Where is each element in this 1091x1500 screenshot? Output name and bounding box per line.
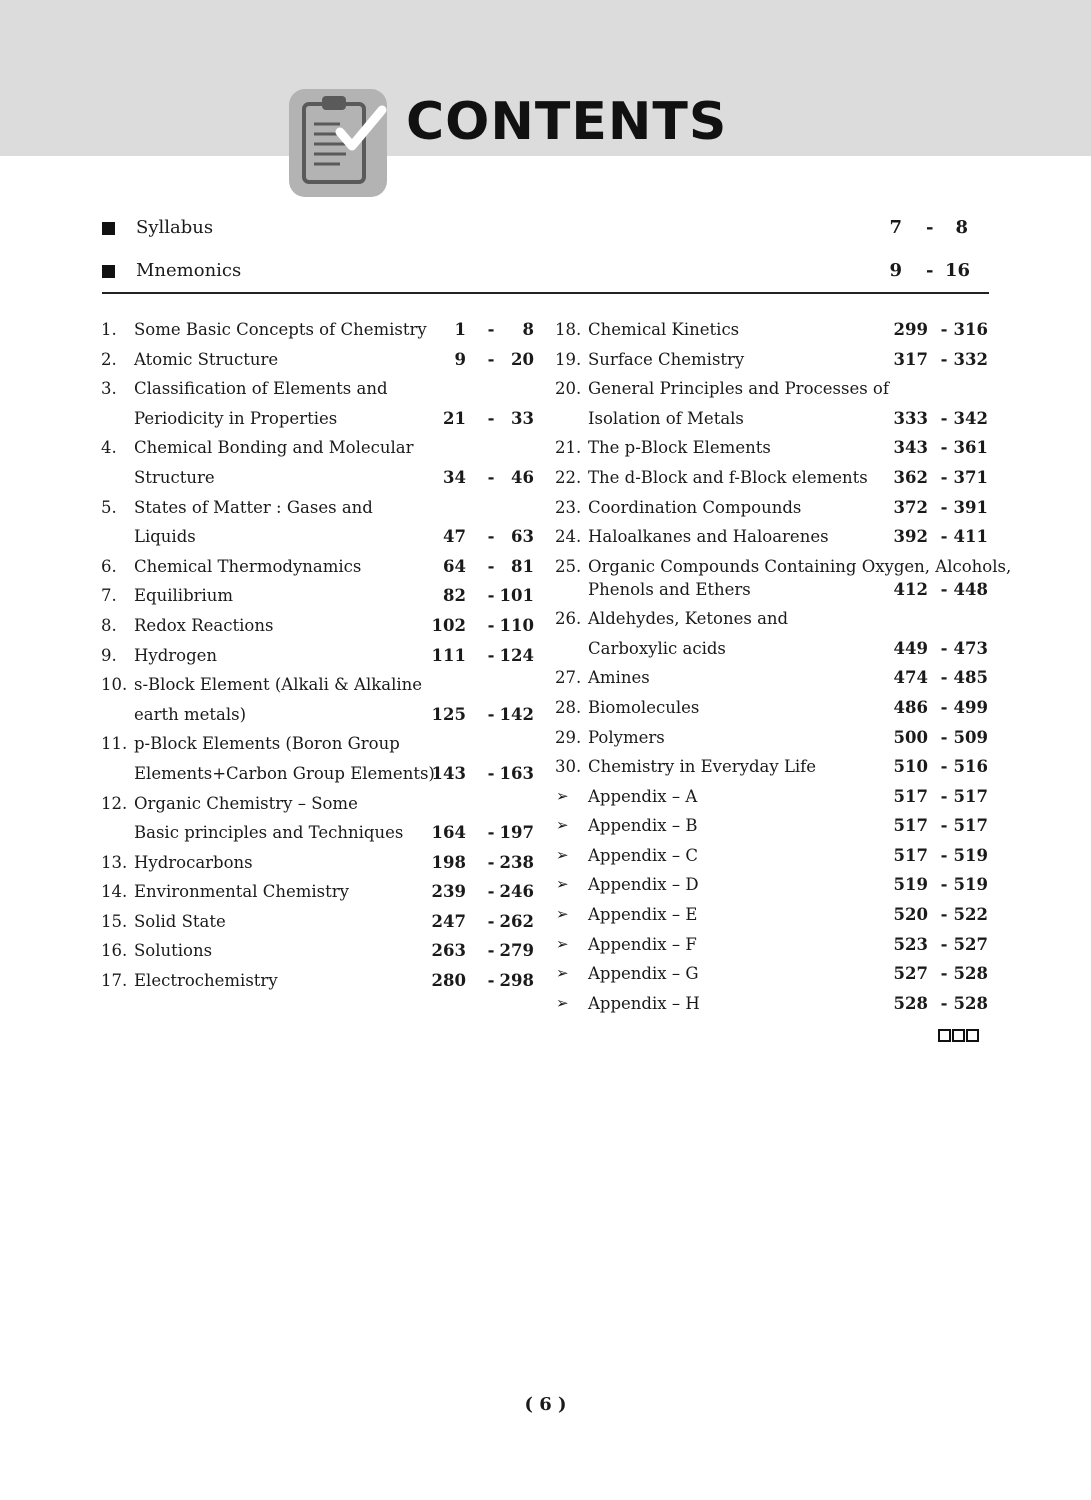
page-range-dash: - [940, 320, 948, 339]
page-start: 517 [893, 845, 928, 865]
toc-entry[interactable] [555, 875, 991, 905]
page-end: 519 [953, 845, 988, 865]
entry-number: 4. [101, 438, 117, 458]
entry-title: Haloalkanes and Haloarenes [588, 527, 829, 547]
entry-number: 22. [555, 467, 582, 487]
page-range-dash: - [940, 816, 948, 836]
arrow-bullet-icon: ➢ [556, 993, 569, 1012]
arrow-bullet-icon: ➢ [556, 905, 569, 924]
page-end: 473 [953, 638, 988, 658]
toc-entry[interactable] [101, 320, 537, 350]
page-range-dash: - [487, 527, 495, 547]
toc-entry[interactable] [101, 379, 537, 438]
square-bullet-icon [102, 222, 115, 235]
toc-entry[interactable] [101, 586, 537, 616]
page-start: 9 [454, 349, 466, 369]
entry-number: 25. [555, 556, 582, 576]
toc-entry[interactable] [101, 350, 537, 380]
page-range-dash: - [940, 579, 948, 599]
page-start: 517 [893, 786, 928, 806]
page-title: CONTENTS [406, 92, 728, 152]
page-range-dash: - [926, 260, 934, 281]
page-range-dash: - [487, 320, 495, 339]
entry-title: Solid State [134, 911, 226, 931]
page-range-dash: - [487, 645, 495, 665]
page-end: 411 [953, 527, 988, 547]
entry-title: Polymers [588, 727, 665, 747]
page-range-dash: - [487, 823, 495, 843]
entry-title: Appendix – H [588, 993, 700, 1013]
page-end: 517 [953, 816, 988, 836]
divider [102, 292, 989, 294]
page-end: 101 [499, 586, 534, 606]
page-end: 485 [953, 668, 988, 688]
page-end: 391 [953, 497, 988, 517]
page-start: 21 [443, 408, 466, 428]
entry-title: Coordination Compounds [588, 497, 802, 517]
entry-title: Appendix – C [588, 845, 698, 865]
entry-title: Appendix – B [588, 816, 698, 836]
page-start: 317 [893, 349, 928, 369]
page-range-dash: - [940, 757, 948, 777]
toc-entry[interactable] [555, 609, 991, 668]
entry-title: Structure [134, 467, 215, 487]
page-start: 164 [431, 823, 466, 843]
entry-number: 8. [101, 615, 117, 635]
page-range-dash: - [487, 882, 495, 902]
page-start: 474 [893, 668, 928, 688]
entry-title: Liquids [134, 527, 196, 547]
page-range-dash: - [940, 786, 948, 806]
entry-title: Chemical Bonding and Molecular [134, 438, 414, 458]
arrow-bullet-icon: ➢ [556, 875, 569, 894]
entry-title: Biomolecules [588, 697, 700, 717]
page-start: 247 [431, 911, 466, 931]
page-end: 332 [953, 349, 988, 369]
entry-title: The p-Block Elements [588, 438, 771, 458]
arrow-bullet-icon: ➢ [556, 816, 569, 835]
entry-title: The d-Block and f-Block elements [588, 467, 868, 487]
page-end: 16 [945, 260, 971, 281]
toc-entry[interactable] [101, 646, 537, 676]
page-end: 8 [522, 320, 534, 339]
entry-title: earth metals) [134, 704, 247, 724]
entry-title: Elements+Carbon Group Elements) [134, 763, 435, 783]
toc-entry[interactable] [555, 379, 991, 438]
page-range-dash: - [940, 438, 948, 458]
page-end: 528 [953, 993, 988, 1013]
page-end: 142 [499, 704, 534, 724]
arrow-bullet-icon: ➢ [556, 934, 569, 953]
toc-entry[interactable] [555, 350, 991, 380]
arrow-bullet-icon: ➢ [556, 845, 569, 864]
front-matter-item[interactable] [100, 214, 990, 244]
entry-number: 3. [101, 379, 117, 399]
arrow-bullet-icon: ➢ [556, 786, 569, 805]
page-range-dash: - [487, 408, 495, 428]
page-start: 517 [893, 816, 928, 836]
entry-number: 10. [101, 675, 128, 695]
page-start: 299 [893, 320, 928, 339]
page-range-dash: - [487, 704, 495, 724]
contents-left-column [101, 320, 537, 1001]
entry-number: 23. [555, 497, 582, 517]
page-range-dash: - [940, 697, 948, 717]
page-start: 1 [454, 320, 466, 339]
page-range-dash: - [487, 971, 495, 991]
entry-number: 14. [101, 882, 128, 902]
page-range-dash: - [940, 964, 948, 984]
entry-number: 19. [555, 349, 582, 369]
end-mark-icon [938, 1027, 980, 1046]
page-start: 82 [443, 586, 466, 606]
entry-number: 5. [101, 497, 117, 517]
page-end: 527 [953, 934, 988, 954]
page-range-dash: - [926, 217, 934, 238]
entry-number: 11. [101, 734, 128, 754]
page-start: 528 [893, 993, 928, 1013]
entry-title: Amines [588, 668, 650, 688]
entry-title: Phenols and Ethers [588, 579, 751, 599]
entry-title: Chemistry in Everyday Life [588, 757, 817, 777]
front-matter-item[interactable] [100, 257, 990, 287]
page-start: 64 [443, 556, 466, 576]
page-end: 279 [499, 941, 534, 961]
page-start: 198 [431, 852, 466, 872]
entry-title: Chemical Thermodynamics [134, 556, 362, 576]
page-range-dash: - [487, 763, 495, 783]
page-end: 522 [953, 905, 988, 925]
page-start: 523 [893, 934, 928, 954]
toc-entry[interactable] [555, 698, 991, 728]
page-start: 263 [431, 941, 466, 961]
entry-title: Hydrocarbons [134, 852, 253, 872]
page-range-dash: - [940, 527, 948, 547]
page-end: 316 [953, 320, 988, 339]
page-start: 392 [893, 527, 928, 547]
page-end: 509 [953, 727, 988, 747]
page-end: 246 [499, 882, 534, 902]
page-number: ( 6 ) [524, 1394, 567, 1415]
entry-number: 2. [101, 349, 117, 369]
page-range-dash: - [940, 668, 948, 688]
entry-title: Electrochemistry [134, 971, 278, 991]
page-range-dash: - [487, 941, 495, 961]
entry-title: Isolation of Metals [588, 408, 744, 428]
page-range-dash: - [940, 993, 948, 1013]
page-start: 449 [893, 638, 928, 658]
page-start: 519 [893, 875, 928, 895]
page-start: 34 [443, 467, 466, 487]
entry-title: Organic Compounds Containing Oxygen, Alcohols, [588, 556, 1012, 576]
page-end: 8 [955, 217, 968, 238]
toc-entry[interactable] [101, 941, 537, 971]
page-range-dash: - [940, 727, 948, 747]
page-start: 111 [431, 645, 466, 665]
entry-title: Some Basic Concepts of Chemistry [134, 320, 427, 339]
entry-number: 12. [101, 793, 128, 813]
page-range-dash: - [487, 586, 495, 606]
page-range-dash: - [487, 615, 495, 635]
toc-entry[interactable] [555, 438, 991, 468]
page-range-dash: - [940, 845, 948, 865]
toc-entry[interactable] [555, 468, 991, 498]
entry-number: 9. [101, 645, 117, 665]
contents-right-column [555, 320, 1012, 1023]
entry-title: Redox Reactions [134, 615, 274, 635]
page-start: 343 [893, 438, 928, 458]
page-start: 7 [889, 217, 902, 238]
entry-title: p-Block Elements (Boron Group [134, 734, 400, 754]
entry-title: Hydrogen [134, 645, 218, 665]
toc-entry[interactable] [555, 846, 991, 876]
page-range-dash: - [940, 467, 948, 487]
page-range-dash: - [940, 408, 948, 428]
entry-number: 13. [101, 852, 128, 872]
entry-number: 29. [555, 727, 582, 747]
toc-entry[interactable] [555, 994, 991, 1024]
entry-title: Organic Chemistry – Some [134, 793, 358, 813]
entry-title: Environmental Chemistry [134, 882, 349, 902]
entry-number: 6. [101, 556, 117, 576]
toc-entry[interactable] [555, 320, 991, 350]
toc-entry[interactable] [555, 787, 991, 817]
page-end: 46 [511, 467, 534, 487]
page-range-dash: - [487, 556, 495, 576]
page-start: 280 [431, 971, 466, 991]
page-start: 510 [893, 757, 928, 777]
page-end: 33 [511, 408, 534, 428]
page-start: 9 [889, 260, 902, 281]
page-end: 81 [511, 556, 534, 576]
page-end: 516 [953, 757, 988, 777]
arrow-bullet-icon: ➢ [556, 964, 569, 983]
entry-title: Appendix – G [588, 964, 699, 984]
toc-entry[interactable] [101, 734, 537, 793]
page-start: 486 [893, 697, 928, 717]
page-end: 342 [953, 408, 988, 428]
entry-title: s-Block Element (Alkali & Alkaline [134, 675, 423, 695]
entry-title: Chemical Kinetics [588, 320, 740, 339]
entry-number: 28. [555, 697, 582, 717]
page-end: 124 [499, 645, 534, 665]
entry-title: Classification of Elements and [134, 379, 388, 399]
toc-entry[interactable] [555, 816, 991, 846]
entry-number: 16. [101, 941, 128, 961]
toc-entry[interactable] [101, 616, 537, 646]
entry-number: 17. [101, 971, 128, 991]
page-range-dash: - [940, 875, 948, 895]
page-range-dash: - [940, 349, 948, 369]
entry-number: 18. [555, 320, 582, 339]
page-end: 517 [953, 786, 988, 806]
toc-entry[interactable] [101, 794, 537, 853]
entry-number: 15. [101, 911, 128, 931]
page-end: 163 [499, 763, 534, 783]
page-end: 371 [953, 467, 988, 487]
toc-entry[interactable] [101, 853, 537, 883]
page-range-dash: - [487, 349, 495, 369]
page-range-dash: - [487, 467, 495, 487]
page-start: 372 [893, 497, 928, 517]
page-end: 110 [499, 615, 534, 635]
page-start: 500 [893, 727, 928, 747]
entry-title: Basic principles and Techniques [134, 823, 404, 843]
page-start: 239 [431, 882, 466, 902]
toc-entry[interactable] [555, 728, 991, 758]
entry-number: 7. [101, 586, 117, 606]
entry-title: Solutions [134, 941, 213, 961]
entry-title: Equilibrium [134, 586, 234, 606]
front-matter-label: Mnemonics [136, 260, 242, 281]
toc-entry[interactable] [555, 498, 991, 528]
front-matter-label: Syllabus [136, 217, 214, 238]
entry-title: Periodicity in Properties [134, 408, 338, 428]
entry-title: States of Matter : Gases and [134, 497, 373, 517]
page-start: 47 [443, 527, 466, 547]
page-start: 125 [431, 704, 466, 724]
toc-entry[interactable] [555, 757, 991, 787]
page-range-dash: - [487, 852, 495, 872]
page-range-dash: - [940, 934, 948, 954]
page-end: 519 [953, 875, 988, 895]
page-end: 197 [499, 823, 534, 843]
entry-title: Atomic Structure [134, 349, 279, 369]
entry-title: Appendix – A [588, 786, 698, 806]
toc-entry[interactable] [555, 964, 991, 994]
entry-title: General Principles and Processes of [588, 379, 889, 399]
page-end: 238 [499, 852, 534, 872]
entry-title: Appendix – E [588, 905, 698, 925]
page-range-dash: - [940, 638, 948, 658]
entry-title: Surface Chemistry [588, 349, 745, 369]
entry-number: 20. [555, 379, 582, 399]
page-end: 499 [953, 697, 988, 717]
entry-number: 21. [555, 438, 582, 458]
entry-title: Carboxylic acids [588, 638, 726, 658]
page-end: 361 [953, 438, 988, 458]
toc-entry[interactable] [555, 905, 991, 935]
page-range-dash: - [487, 911, 495, 931]
page-range-dash: - [940, 497, 948, 517]
toc-entry[interactable] [101, 438, 537, 497]
entry-title: Aldehydes, Ketones and [588, 609, 789, 629]
entry-number: 24. [555, 527, 582, 547]
entry-number: 27. [555, 668, 582, 688]
toc-entry[interactable] [101, 498, 537, 557]
entry-number: 1. [101, 320, 117, 339]
entry-title: Appendix – D [588, 875, 699, 895]
page-end: 262 [499, 911, 534, 931]
toc-entry[interactable] [555, 556, 1012, 609]
page-range-dash: - [940, 905, 948, 925]
page-start: 527 [893, 964, 928, 984]
page-start: 102 [431, 615, 466, 635]
toc-entry[interactable] [101, 557, 537, 587]
toc-entry[interactable] [101, 971, 537, 1001]
page-end: 528 [953, 964, 988, 984]
page-start: 412 [893, 579, 928, 599]
page-start: 143 [431, 763, 466, 783]
page-end: 298 [499, 971, 534, 991]
page-start: 333 [893, 408, 928, 428]
clipboard-check-icon [288, 88, 388, 198]
page-end: 448 [953, 579, 988, 599]
entry-number: 26. [555, 609, 582, 629]
toc-entry[interactable] [101, 882, 537, 912]
toc-entry[interactable] [555, 935, 991, 965]
toc-entry[interactable] [555, 668, 991, 698]
square-bullet-icon [102, 265, 115, 278]
toc-entry[interactable] [101, 675, 537, 734]
toc-entry[interactable] [555, 527, 991, 557]
entry-title: Appendix – F [588, 934, 697, 954]
page-start: 362 [893, 467, 928, 487]
toc-entry[interactable] [101, 912, 537, 942]
entry-number: 30. [555, 757, 582, 777]
page-end: 63 [511, 527, 534, 547]
page-start: 520 [893, 905, 928, 925]
page-end: 20 [511, 349, 534, 369]
